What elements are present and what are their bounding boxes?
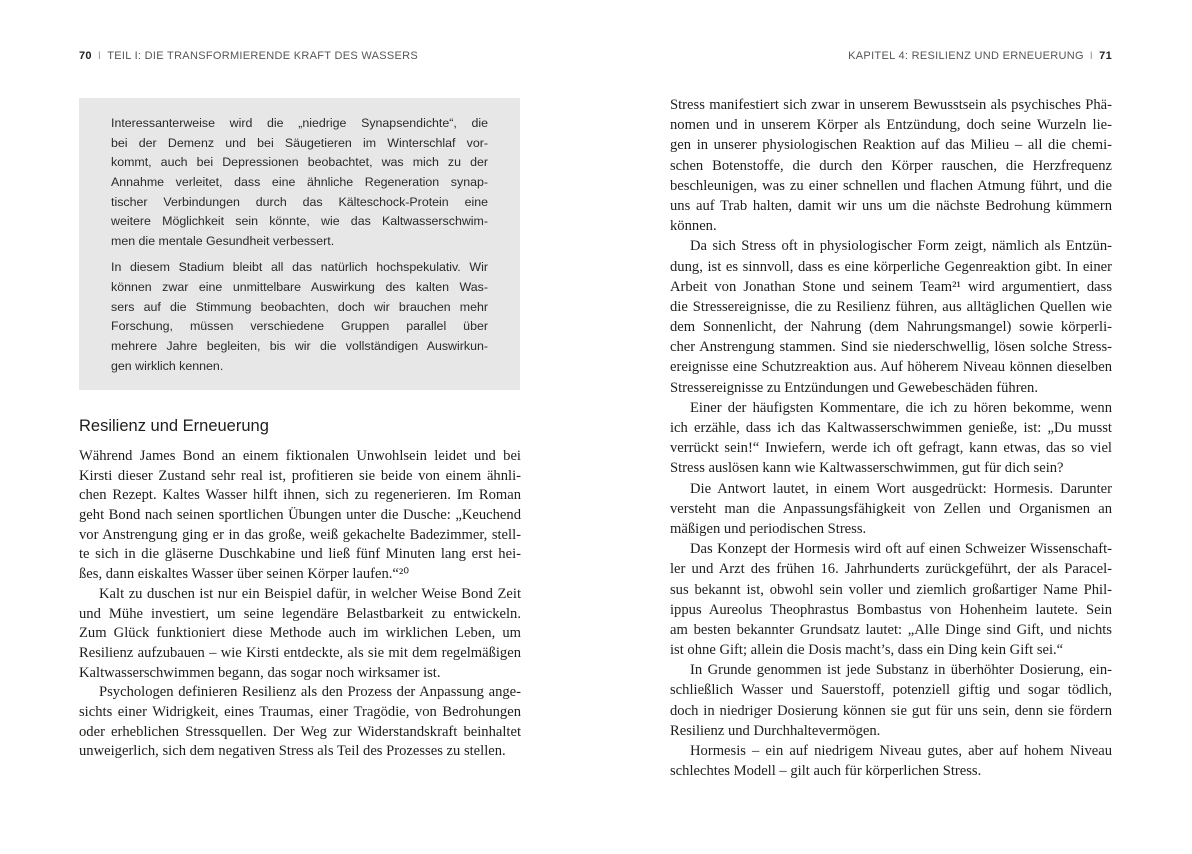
text-line: versteht man die Anpassungsfähigkeit von Zellen und Organismen an [670,500,1112,517]
text-line: Die Antwort lautet, in einem Wort ausgedrückt: Hormesis. Darunter [690,480,1112,497]
text-line: ich erzähle, dass ich das Kaltwasserschwimmen genieße, ist: „Du musst [670,420,1112,436]
paragraph [79,447,521,585]
text-line: unweigerlich, sich dem negativen Stress als Teil des Prozesses zu stellen. [79,743,506,760]
text-line: gen wirklich kennen. [111,358,224,373]
text-line: In diesem Stadium bleibt all das natürlich hochspekulativ. Wir [111,260,488,275]
text-line: gen in unserer physiologischen Reaktion auf das Milieu – all die chemi- [670,137,1112,154]
running-head-separator: I [97,50,102,62]
paragraph [670,741,1112,781]
text-line: ippus Aureolus Theophrastus Bombastus von Hohenheim lautete. Sein [670,601,1112,618]
text-line: chen Rezept. Kaltes Wasser hilft ihnen, sich zu regenerieren. Im Roman [79,487,521,504]
text-line: doch in niedriger Dosierung können sie gut für uns sein, denn sie fördern [670,702,1112,719]
text-line: ist ohne Gift; allein die Dosis macht’s, dass ein Ding kein Gift sei.“ [670,642,1064,659]
right-page-body [670,95,1112,781]
text-line: sichts einer Widrigkeit, eines Traumas, einer Tragödie, von Bedrohungen [79,703,521,720]
text-line: können zwar eine unmittelbare Auswirkung des kalten Was- [111,280,488,294]
text-line: die Stressereignisse, die zu Resilienz führen, aus alltäglichen Quellen wie [670,298,1112,315]
page-number-right: 71 [1099,50,1112,62]
text-line: tischer Verbindungen durch das Kälteschock-Protein eine [111,194,488,209]
text-line: Das Konzept der Hormesis wird oft auf einen Schweizer Wissenschaft- [690,541,1112,558]
paragraph [111,114,488,252]
paragraph [111,258,488,376]
text-line: Zum Glück funktioniert diese Methode auch im wirklichen Leben, um [79,625,521,642]
text-line: ler und Arzt des frühen 16. Jahrhunderts zurückgeführt, der als Paracel- [670,561,1112,578]
paragraph [79,683,521,762]
text-line: Stressereignisse zu Entzündungen und Gewebeschäden führen. [670,379,1038,396]
text-line: Resilienz aufzubauen – wie Kirsti entdeckte, als sie mit dem regelmäßigen [79,644,521,661]
text-line: ßes, dann eiskaltes Wasser über seinen Körper laufen.“²⁰ [79,566,410,583]
text-line: sers auf die Stimmung beobachten, doch wir brauchen mehr [111,299,488,314]
text-line: schließlich Wasser und Sauerstoff, potenziell giftig und sogar tödlich, [670,682,1112,699]
text-line: cher Anstrengung stammen. Sind sie niederschwellig, lösen solche Stress- [670,339,1112,356]
text-line: dem Sonnenlicht, der Nahrung (dem Nahrungsmangel) sowie körperli- [670,319,1112,336]
text-line: Kirsti dieser Zustand sehr real ist, profitieren sie beide von einem ähnli- [79,467,521,484]
text-line: kommt, auch bei Depressionen beobachtet, was mich zu der [111,155,488,170]
info-box-text [111,114,488,383]
text-line: dung, ist es sinnvoll, dass es eine körperliche Gegenreaktion gibt. In einer [670,258,1112,275]
text-line: Resilienz und Durchhaltevermögen. [670,722,881,739]
text-line: Kaltwasserschwimmen begann, das sogar noch wirksamer ist. [79,664,441,681]
text-line: Da sich Stress oft in physiologischer Form zeigt, nämlich als Entzün- [690,238,1112,255]
text-line: Stress manifestiert sich zwar in unserem Bewusstsein als psychisches Phä- [670,97,1112,113]
text-line: Arbeit von Jonathan Stone und seinem Team²¹ wird argumentiert, dass [670,278,1112,295]
text-line: Psychologen definieren Resilienz als den Prozess der Anpassung ange- [99,684,521,701]
text-line: te sich in die gläserne Duschkabine und ließ fünf Minuten lang erst hei- [79,546,521,563]
text-line: geht Bond nach seinen sportlichen Übungen unter die Dusche: „Keuchend [79,507,521,524]
text-line: schlechtes Modell – gilt auch für körperlichen Stress. [670,763,982,780]
paragraph [670,479,1112,540]
text-line: mäßigen und periodischen Stress. [670,520,867,537]
paragraph [670,95,1112,236]
left-page-body [79,447,521,762]
text-line: Einer der häufigsten Kommentare, die ich zu hören bekomme, wenn [690,399,1112,416]
paragraph [79,585,521,683]
part-title: TEIL I: DIE TRANSFORMIERENDE KRAFT DES WASSERS [107,50,419,62]
text-line: Forschung, müssen verschiedene Gruppen parallel über [111,319,488,334]
text-line: Annahme verleitet, dass eine ähnliche Regeneration synap- [111,175,488,190]
text-line: nomen und in unserem Körper als Entzündung, doch seine Wurzeln lie- [670,117,1112,134]
text-line: Stress auslösen kann wie Kaltwasserschwimmen, gut für dich sein? [670,460,1064,477]
text-line: weitere Möglichkeit sein könnte, wie das Kaltwasserschwim- [111,214,488,229]
text-line: mehrere Jahre begleiten, bis wir die vollständigen Auswirkun- [111,339,488,354]
running-head-separator: I [1089,50,1094,62]
text-line: Hormesis – ein auf niedrigem Niveau gutes, aber auf hohem Niveau [690,743,1112,759]
text-line: uns auf Trab halten, damit wir uns um die nächste Bedrohung kümmern [670,197,1112,214]
paragraph [670,660,1112,741]
text-line: ereignisse eine Schutzreaktion aus. Auf höherem Niveau können dieselben [670,359,1112,376]
text-line: Während James Bond an einem fiktionalen Unwohlsein leidet und bei [79,448,521,464]
info-box [79,98,520,390]
paragraph [670,539,1112,660]
running-head-left [79,50,418,62]
text-line: verrückt sein!“ Inwiefern, werde ich oft gefragt, kann etwas, das so viel [670,440,1112,457]
text-line: oder erheblichen Stressquellen. Der Weg zur Widerstandskraft beinhaltet [79,723,521,740]
paragraph [670,236,1112,398]
text-line: am besten bekannter Grundsatz lautet: „Alle Dinge sind Gift, und nichts [670,621,1112,638]
text-line: können. [670,218,717,235]
text-line: vor Anstrengung ging er in das große, weiß gekachelte Badezimmer, stell- [79,526,521,543]
text-line: beschleunigen, was zu einer schnellen und flachen Atmung führt, und die [670,177,1112,194]
paragraph [670,398,1112,479]
page-number-left: 70 [79,50,92,62]
text-line: sus bekannt ist, obwohl sein voller und ziemlich großartiger Name Phil- [670,581,1112,598]
text-line: Kalt zu duschen ist nur ein Beispiel dafür, in welcher Weise Bond Zeit [99,585,521,602]
running-head-right [848,50,1112,62]
text-line: und Mühe investiert, um seine legendäre Belastbarkeit zu entwickeln. [79,605,521,622]
text-line: In Grunde genommen ist jede Substanz in überhöhter Dosierung, ein- [690,662,1112,679]
section-heading: Resilienz und Erneuerung [79,417,269,435]
chapter-title: KAPITEL 4: RESILIENZ UND ERNEUERUNG [848,50,1084,62]
text-line: bei der Demenz und bei Säugetieren im Winterschlaf vor- [111,135,488,150]
text-line: Interessanterweise wird die „niedrige Synapsendichte“, die [111,116,488,130]
text-line: men die mentale Gesundheit verbessert. [111,234,335,249]
text-line: schen Botenstoffe, die durch den Körper rauschen, die Herzfrequenz [670,157,1112,174]
